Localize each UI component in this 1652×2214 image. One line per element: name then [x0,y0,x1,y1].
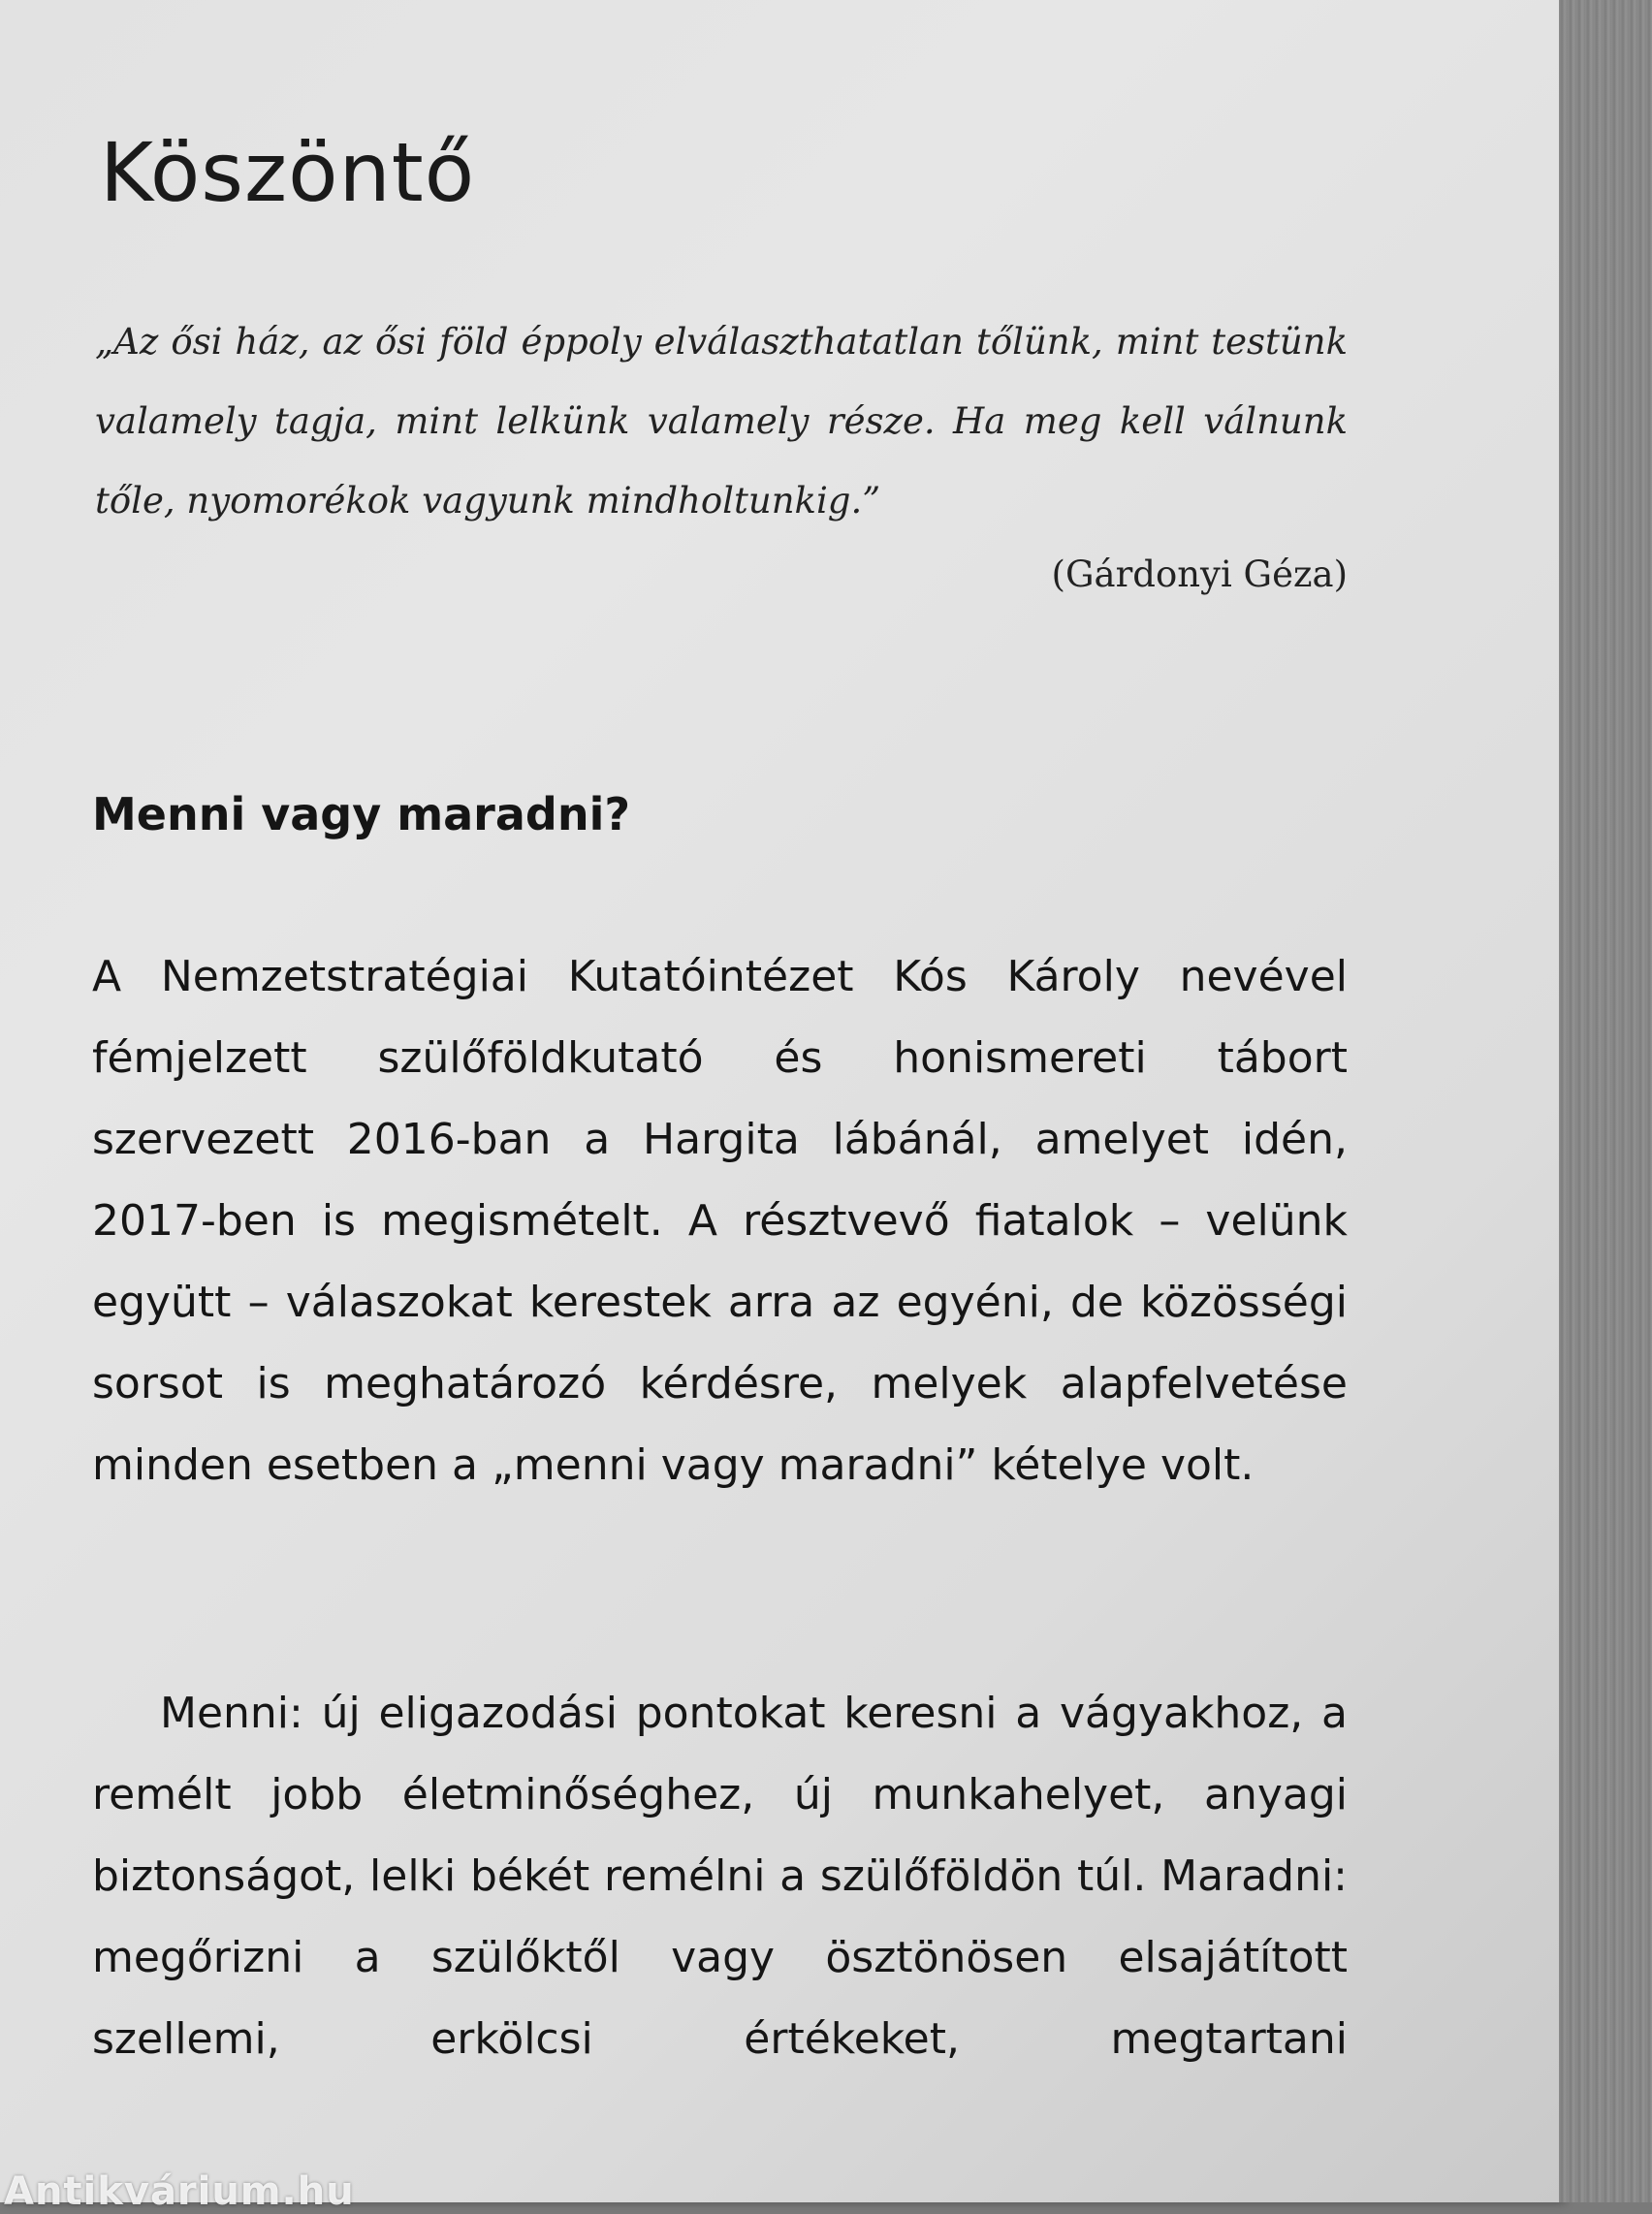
quote-author: (Gárdonyi Géza) [1051,554,1348,595]
epigraph-quote: „Az ősi ház, az ősi föld éppoly elválaszthatatlan tőlünk, mint testünk valamely tagja, mint lelkünk valamely része. Ha meg kell válnunk tőle, nyomorékok vagyunk mindholtunkig.” [95,321,1348,522]
page-title: Köszöntő [100,125,476,220]
body-paragraph-1: A Nemzetstratégiai Kutatóintézet Kós Károly nevével fémjelzett szülőföldkutató és honismereti tábort szervezett 2016-ban a Hargita lábánál, amelyet idén, 2017-ben is megismételt. A résztvevő fiatalok – velünk együtt – válaszokat kerestek arra az egyéni, de közösségi sorsot is meghatározó kérdésre, melyek alapfelvetése minden esetben a „menni vagy maradni” kételye volt. [92,952,1348,1490]
page-edge-background [1559,0,1652,2202]
watermark: Antikvárium.hu [4,2169,355,2214]
section-heading: Menni vagy maradni? [92,788,631,840]
body-paragraph-2: Menni: új eligazodási pontokat keresni a vágyakhoz, a remélt jobb életminőséghez, új munkahelyet, anyagi biztonságot, lelki békét remélni a szülőföldön túl. Maradni: megőrizni a szülőktől vagy ösztönösen elsajátított szellemi, erkölcsi értékeket, megtartani [92,1689,1348,2064]
